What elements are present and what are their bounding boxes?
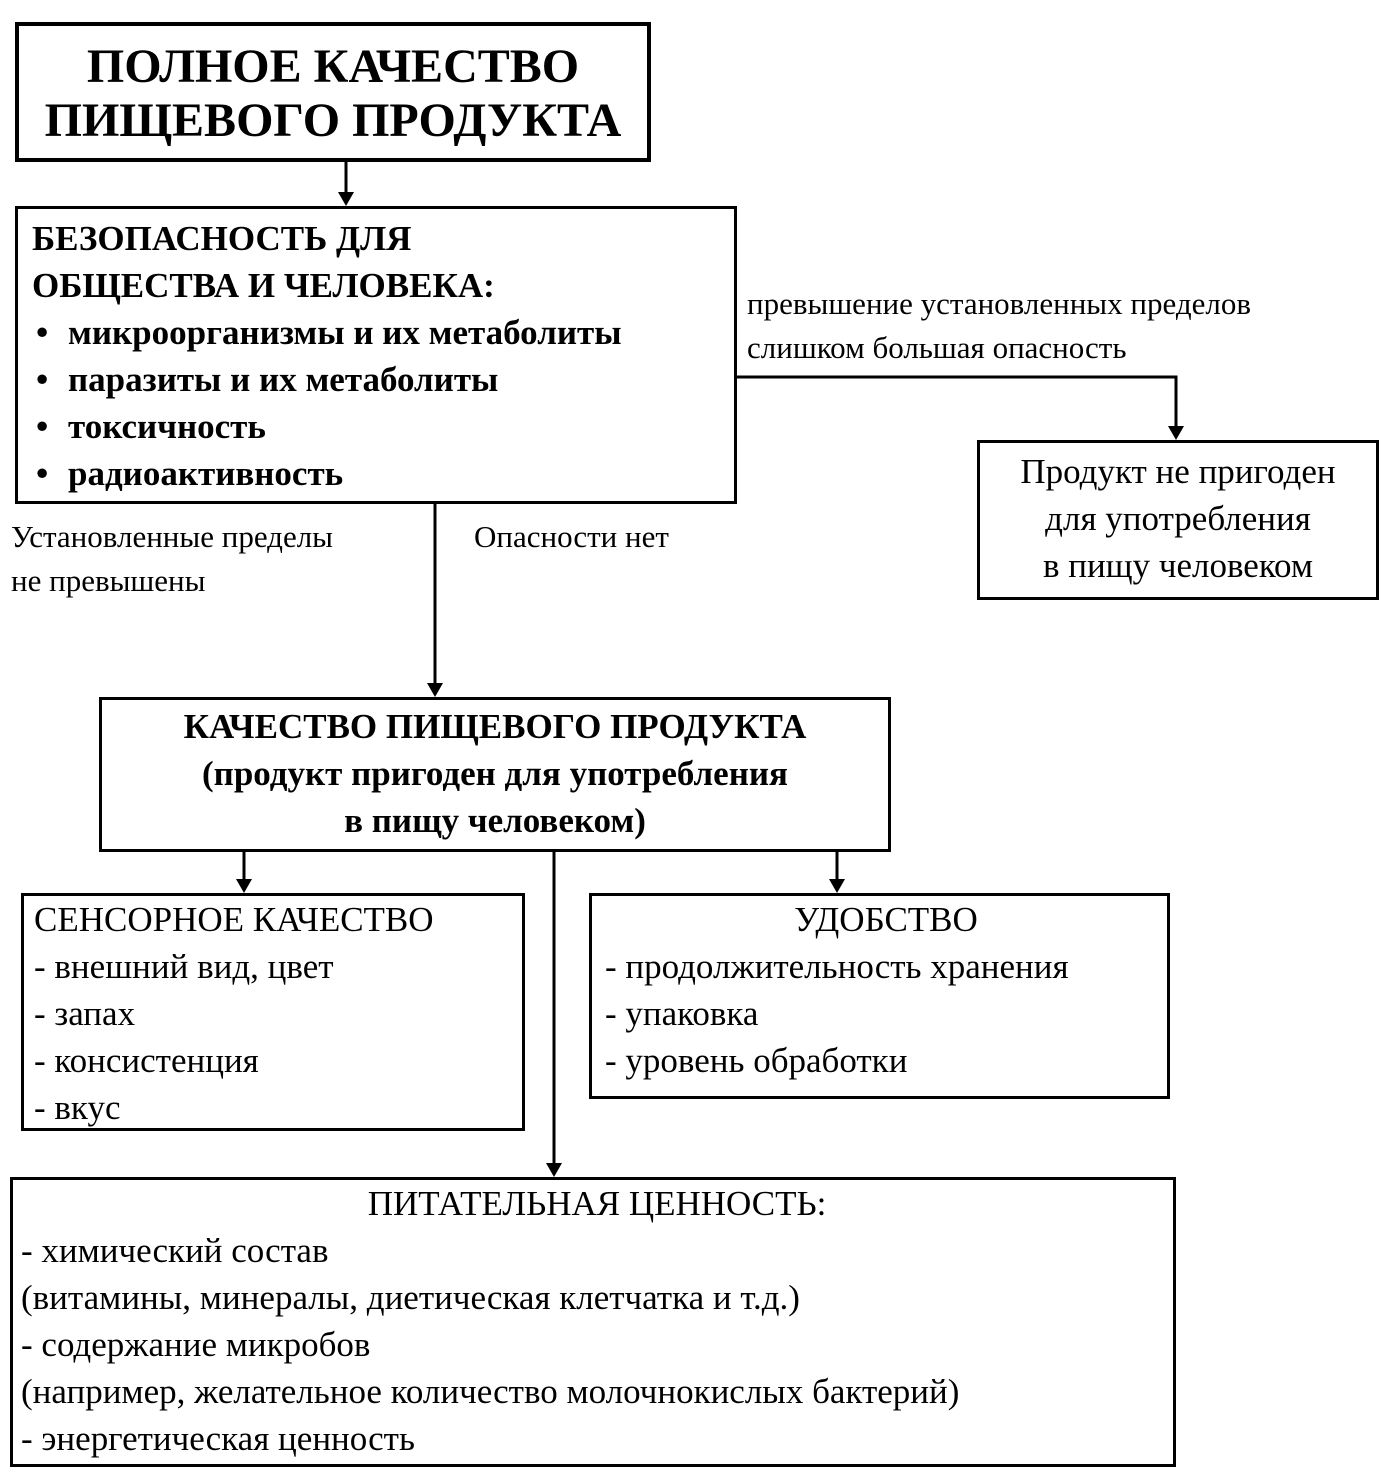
safety-item-label: радиоактивность (68, 454, 344, 493)
convenience-item: - упаковка (605, 994, 759, 1033)
quality-subtitle-line1: (продукт пригоден для употребления (202, 754, 788, 793)
safety-item (32, 403, 734, 450)
arrowhead-safety-to-unfit (1168, 426, 1184, 440)
limits-line2: не превышены (11, 563, 206, 598)
no-danger-label: Опасности нет (474, 519, 669, 554)
nutrition-line: (витамины, минералы, диетическая клетчатка и т.д.) (21, 1278, 800, 1317)
full-quality-box (15, 22, 651, 162)
sensory-item: - вкус (34, 1088, 121, 1127)
sensory-item: - запах (34, 994, 136, 1033)
nutritional-value-box (10, 1177, 1176, 1467)
limits-line1: Установленные пределы (11, 519, 334, 554)
sensory-item: - консистенция (34, 1041, 259, 1080)
quality-title: КАЧЕСТВО ПИЩЕВОГО ПРОДУКТА (183, 707, 807, 746)
bullet-icon: • (36, 454, 49, 493)
safety-item-label: токсичность (68, 407, 266, 446)
convenience-box (589, 893, 1170, 1099)
nutrition-line: - химический состав (21, 1231, 329, 1270)
safety-title-line2: ОБЩЕСТВА И ЧЕЛОВЕКА: (32, 266, 495, 305)
nutrition-line: (например, желательное количество молочнокислых бактерий) (21, 1372, 960, 1411)
safety-item (32, 356, 734, 403)
safety-item-label: паразиты и их метаболиты (68, 360, 499, 399)
nutrition-line: - содержание микробов (21, 1325, 371, 1364)
exceed-limits-label (747, 282, 1251, 370)
arrow-safety-to-unfit (737, 377, 1176, 428)
safety-box (15, 206, 737, 504)
full-quality-title-line1: ПОЛНОЕ КАЧЕСТВО (86, 40, 580, 93)
arrowhead-quality-to-convenience (829, 879, 845, 893)
safety-item (32, 450, 734, 497)
exceed-limits-line1: превышение установленных пределов (747, 286, 1251, 321)
unfit-line2: для употребления (1045, 499, 1311, 538)
food-quality-box (99, 697, 891, 852)
limits-not-exceeded-label (11, 515, 333, 603)
convenience-title: УДОБСТВО (794, 900, 978, 939)
arrowhead-quality-to-nutrition (546, 1163, 562, 1177)
safety-item (32, 309, 734, 356)
quality-subtitle-line2: в пищу человеком) (344, 801, 646, 840)
nutrition-line: - энергетическая ценность (21, 1419, 415, 1458)
arrowhead-safety-to-quality (427, 683, 443, 697)
arrowhead-quality-to-sensory (236, 879, 252, 893)
exceed-limits-line2: слишком большая опасность (747, 330, 1127, 365)
unfit-line3: в пищу человеком (1042, 546, 1314, 585)
unfit-line1: Продукт не пригоден (1020, 452, 1336, 491)
bullet-icon: • (36, 360, 49, 399)
sensory-item: - внешний вид, цвет (34, 947, 334, 986)
nutrition-title: ПИТАТЕЛЬНАЯ ЦЕННОСТЬ: (367, 1184, 827, 1223)
sensory-title: СЕНСОРНОЕ КАЧЕСТВО (34, 900, 434, 939)
convenience-item: - продолжительность хранения (605, 947, 1069, 986)
convenience-item: - уровень обработки (605, 1041, 908, 1080)
safety-item-label: микроорганизмы и их метаболиты (68, 313, 622, 352)
arrowhead-full-to-safety (338, 192, 354, 206)
bullet-icon: • (36, 313, 49, 352)
full-quality-title-line2: ПИЩЕВОГО ПРОДУКТА (44, 94, 622, 147)
safety-title-line1: БЕЗОПАСНОСТЬ ДЛЯ (32, 219, 412, 258)
bullet-icon: • (36, 407, 49, 446)
unfit-product-box (977, 440, 1379, 600)
sensory-quality-box (21, 893, 525, 1131)
